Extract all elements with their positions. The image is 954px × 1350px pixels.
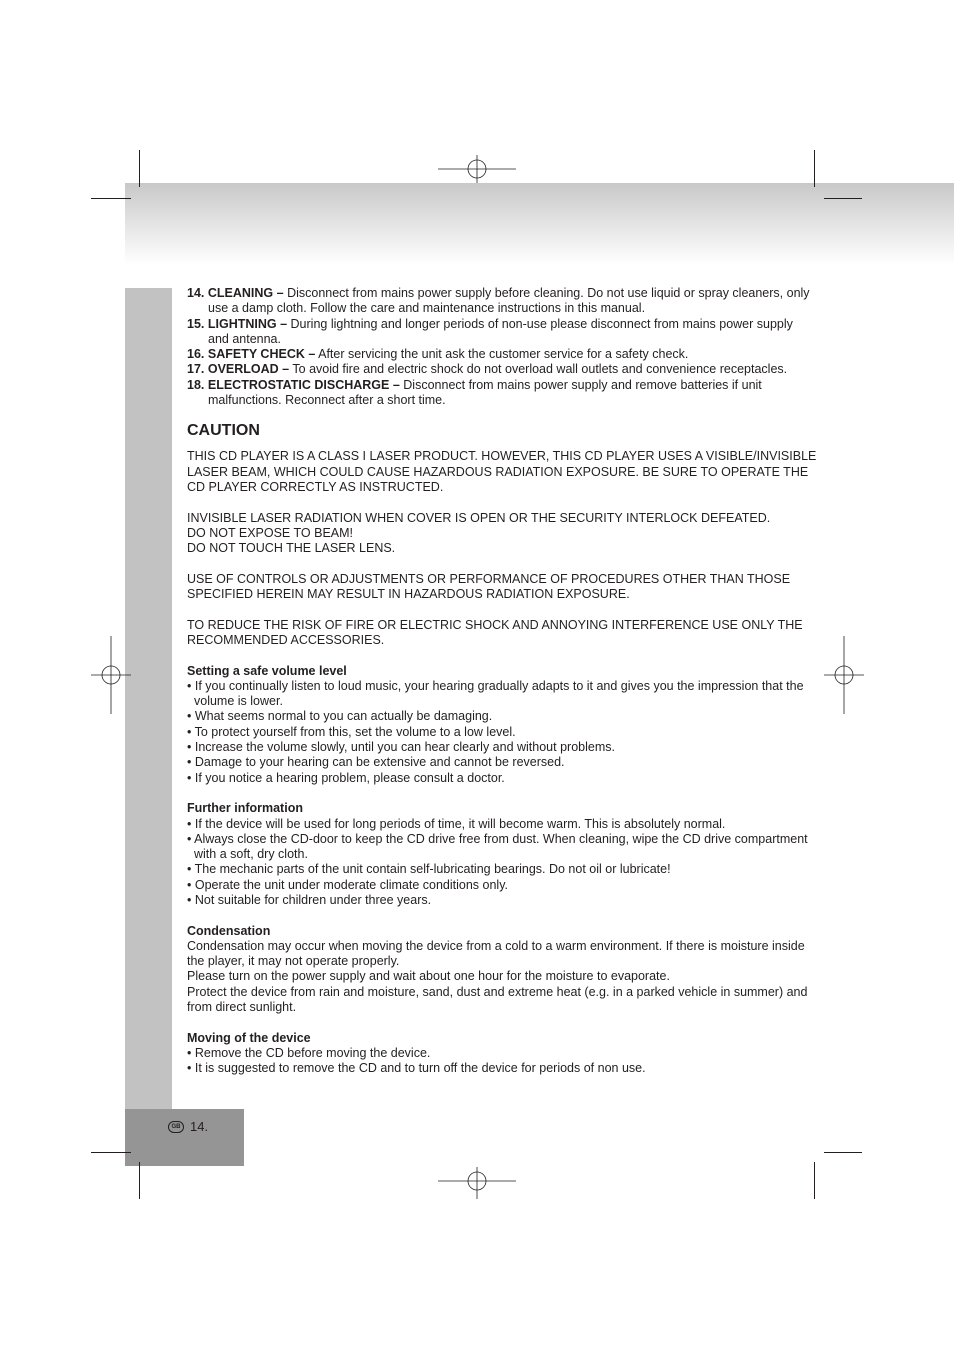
list-item: • The mechanic parts of the unit contain self-lubricating bearings. Do not oil or lubricate! [187,862,671,877]
gb-language-badge: GB [168,1121,184,1133]
caution-paragraph: THIS CD PLAYER IS A CLASS I LASER PRODUCT. HOWEVER, THIS CD PLAYER USES A VISIBLE/INVISIBLE LASER BEAM, WHICH COULD CAUSE HAZARDOUS RADIATION EXPOSURE. BE SURE TO OPERATE THE CD PLAYER CORRECTLY AS INSTRUCTED. [187,449,817,494]
list-item: 15. LIGHTNING – During lightning and longer periods of non-use please disconnect from mains power supply and antenna. [187,316,793,346]
caution-heading: CAUTION [187,422,260,440]
caution-paragraph: USE OF CONTROLS OR ADJUSTMENTS OR PERFORMANCE OF PROCEDURES OTHER THAN THOSE SPECIFIED HEREIN MAY RESULT IN HAZARDOUS RADIATION EXPOSURE. [187,571,791,602]
footer-block [125,1109,244,1166]
further-info-heading: Further information [187,801,303,816]
page-number [168,1119,208,1134]
list-item: 18. ELECTROSTATIC DISCHARGE – Disconnect from mains power supply and remove batteries if unit malfunctions. Reconnect after a short time. [187,377,762,408]
header-band [125,183,954,265]
list-item: • Damage to your hearing can be extensive and cannot be reversed. [187,755,565,770]
volume-heading: Setting a safe volume level [187,663,347,678]
page-number-text: 14. [190,1119,209,1134]
registration-mark-bottom [438,1167,516,1199]
side-bar [125,288,172,1109]
condensation-heading: Condensation [187,923,271,938]
list-item: • If the device will be used for long periods of time, it will become warm. This is absolutely normal. [187,816,726,831]
volume-list [187,679,817,786]
list-item: • To protect yourself from this, set the volume to a low level. [187,724,516,739]
caution-paragraph: DO NOT TOUCH THE LASER LENS. [187,541,396,556]
page-content [187,286,817,1077]
condensation-paragraph: Please turn on the power supply and wait about one hour for the moisture to evaporate. [187,969,670,984]
list-item: • Remove the CD before moving the device. [187,1045,431,1060]
list-item: • If you continually listen to loud music, your hearing gradually adapts to it and gives you the impression that the volume is lower. [187,678,804,709]
registration-mark-left [91,636,131,714]
moving-heading: Moving of the device [187,1030,311,1045]
list-item: • Operate the unit under moderate climate conditions only. [187,877,508,892]
moving-list [187,1046,817,1077]
list-item: 16. SAFETY CHECK – After servicing the unit ask the customer service for a safety check. [187,347,689,362]
list-item: • It is suggested to remove the CD and to turn off the device for periods of non use. [187,1061,646,1076]
list-item: • Always close the CD-door to keep the CD drive free from dust. When cleaning, wipe the CD drive compartment with a soft, dry cloth. [187,831,808,862]
caution-paragraph: INVISIBLE LASER RADIATION WHEN COVER IS OPEN OR THE SECURITY INTERLOCK DEFEATED. [187,510,771,525]
list-item: • What seems normal to you can actually be damaging. [187,709,493,724]
caution-paragraph: DO NOT EXPOSE TO BEAM! [187,525,354,540]
further-info-list [187,817,817,909]
condensation-paragraph: Condensation may occur when moving the device from a cold to a warm environment. If there is moisture inside the player, it may not operate properly. [187,938,805,969]
list-item: • Increase the volume slowly, until you can hear clearly and without problems. [187,740,615,755]
list-item: • Not suitable for children under three years. [187,892,432,907]
safety-numbered-list [187,286,817,408]
list-item: 17. OVERLOAD – To avoid fire and electric shock do not overload wall outlets and convenience receptacles. [187,362,788,377]
list-item: • If you notice a hearing problem, please consult a doctor. [187,770,505,785]
registration-mark-top [438,155,516,183]
condensation-paragraph: Protect the device from rain and moisture, sand, dust and extreme heat (e.g. in a parked vehicle in summer) and from direct sunlight. [187,984,808,1015]
registration-mark-right [824,636,864,714]
caution-paragraph: TO REDUCE THE RISK OF FIRE OR ELECTRIC SHOCK AND ANNOYING INTERFERENCE USE ONLY THE RECOMMENDED ACCESSORIES. [187,617,803,647]
list-item: 14. CLEANING – Disconnect from mains power supply before cleaning. Do not use liquid or spray cleaners, only use a damp cloth. Follow the care and maintenance instructions in this manual. [187,286,810,316]
